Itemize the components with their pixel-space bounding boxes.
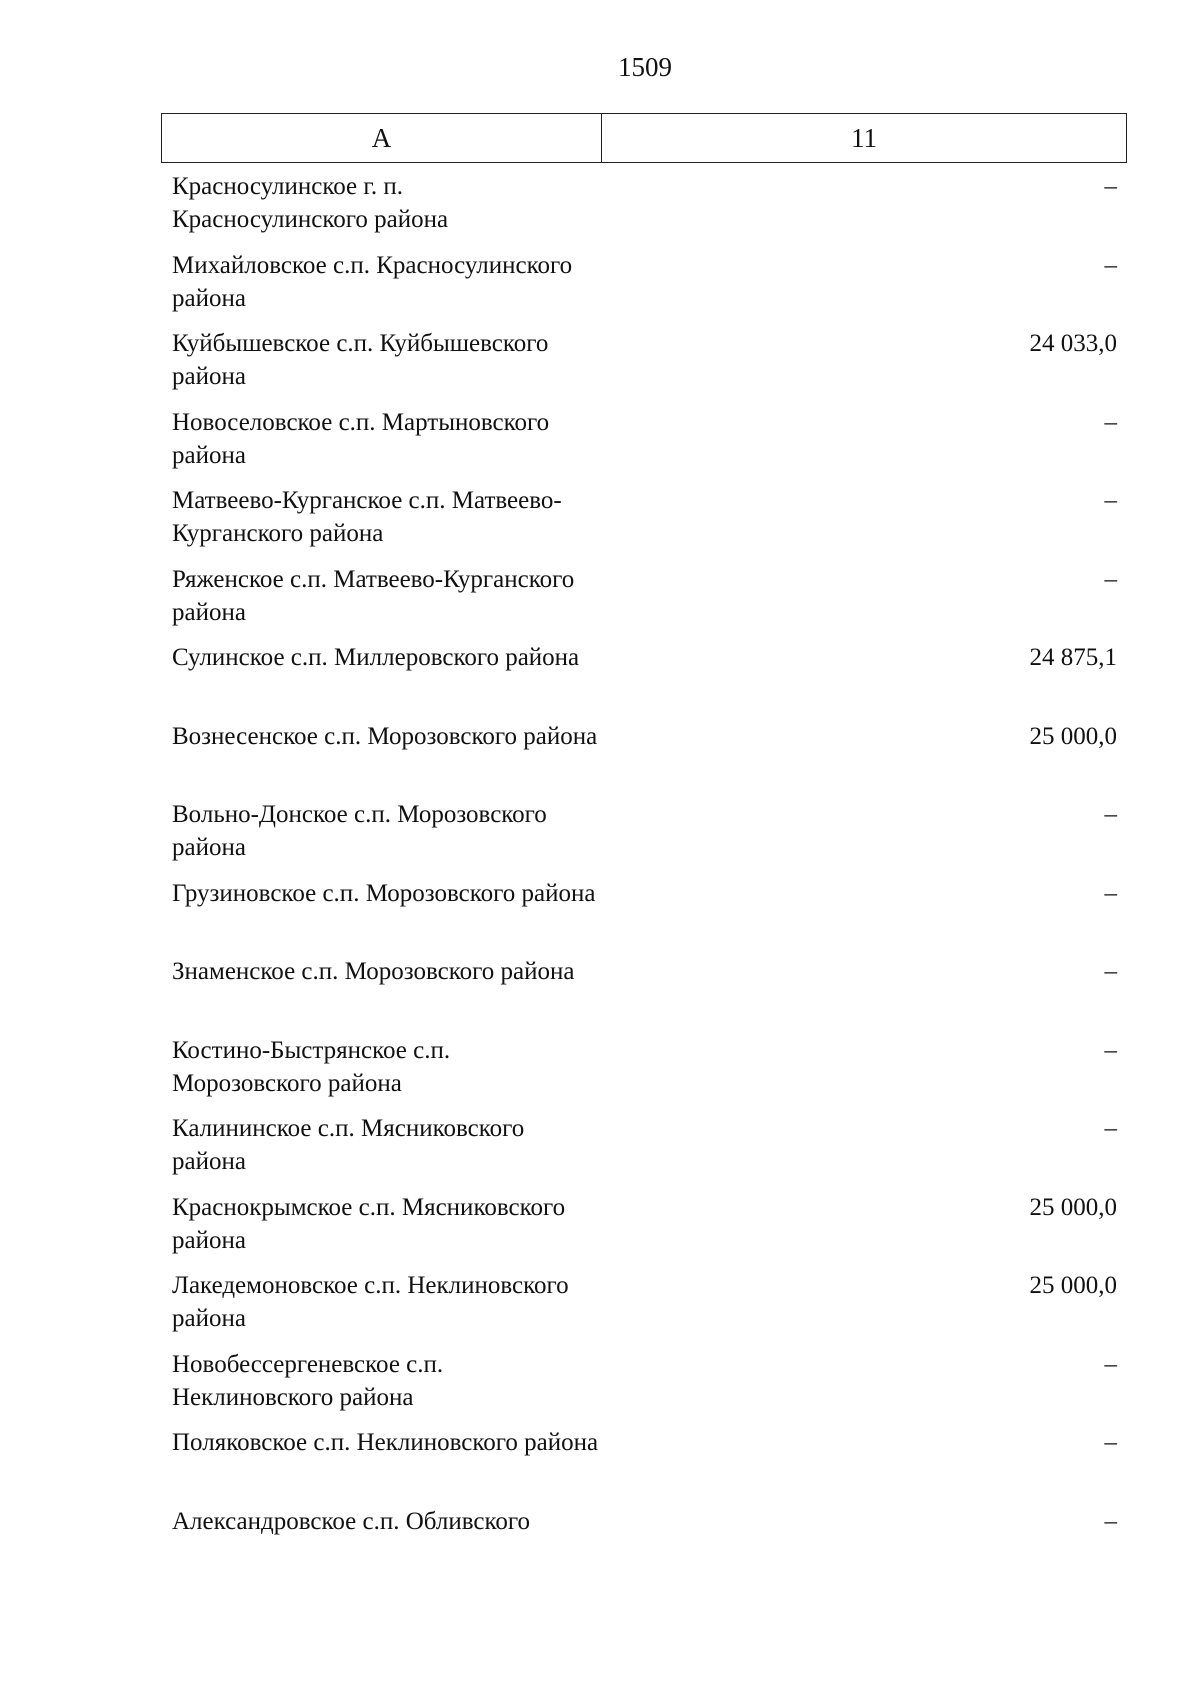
page-number: 1509 — [618, 52, 672, 82]
table-row — [172, 1505, 1117, 1584]
row-name: Вознесенское с.п. Морозовского района — [172, 722, 598, 750]
row-name: Ряженское с.п. Матвеево-Курганского района — [172, 565, 575, 626]
row-name: Вольно-Донское с.п. Морозовского района — [172, 801, 547, 861]
table-row — [172, 563, 1117, 642]
table-row — [172, 1269, 1117, 1348]
header-cell-11: 11 — [851, 122, 877, 153]
row-value: – — [1104, 565, 1117, 593]
row-name: Новобессергеневское с.п. Неклиновского района — [172, 1350, 444, 1411]
table-row — [172, 406, 1117, 485]
row-name: Красносулинское г. п. Красносулинского района — [172, 173, 449, 233]
row-value: 25 000,0 — [1029, 722, 1117, 750]
row-value: – — [1104, 879, 1117, 907]
row-name: Михайловское с.п. Красносулинского района — [172, 251, 573, 312]
row-value: – — [1104, 487, 1117, 514]
row-value: – — [1104, 1036, 1117, 1064]
table-body — [172, 170, 1117, 1583]
table-row — [172, 720, 1117, 799]
row-name: Знаменское с.п. Морозовского района — [172, 958, 575, 985]
row-name: Александровское с.п. Обливского — [172, 1507, 531, 1535]
row-name: Костино-Быстрянское с.п. Морозовского района — [172, 1036, 451, 1097]
row-value: – — [1104, 1350, 1117, 1378]
table-row — [172, 484, 1117, 563]
row-value: – — [1104, 1507, 1117, 1535]
row-name: Сулинское с.п. Миллеровского района — [172, 644, 580, 671]
table-row — [172, 1034, 1117, 1113]
table-row — [172, 327, 1117, 406]
row-value: – — [1104, 1429, 1117, 1456]
row-value: 25 000,0 — [1029, 1193, 1117, 1221]
table-row — [172, 1426, 1117, 1505]
table-row — [172, 249, 1117, 328]
table-row — [172, 641, 1117, 720]
row-value: 24 875,1 — [1029, 644, 1117, 671]
row-name: Лакедемоновское с.п. Неклиновского района — [172, 1272, 569, 1332]
table-row — [172, 1348, 1117, 1427]
row-value: – — [1104, 408, 1117, 436]
row-name: Куйбышевское с.п. Куйбышевского района — [172, 330, 549, 390]
row-value: 25 000,0 — [1029, 1272, 1117, 1299]
row-value: – — [1104, 251, 1117, 279]
header-cell-a: А — [162, 114, 602, 162]
row-name: Матвеево-Курганское с.п. Матвеево-Курганского района — [172, 487, 562, 547]
row-value: – — [1104, 801, 1117, 828]
row-value: 24 033,0 — [1029, 330, 1117, 357]
row-value: – — [1104, 1115, 1117, 1142]
table-row — [172, 877, 1117, 956]
table-row — [172, 955, 1117, 1034]
table-row — [172, 798, 1117, 877]
table-row — [172, 1191, 1117, 1270]
row-name: Новоселовское с.п. Мартыновского района — [172, 408, 550, 469]
row-value: – — [1104, 958, 1117, 985]
row-name: Краснокрымское с.п. Мясниковского района — [172, 1193, 566, 1254]
row-name: Грузиновское с.п. Морозовского района — [172, 879, 596, 907]
table-header — [161, 113, 1127, 163]
table-row — [172, 170, 1117, 249]
row-value: – — [1104, 173, 1117, 200]
row-name: Калининское с.п. Мясниковского района — [172, 1115, 525, 1175]
table-row — [172, 1112, 1117, 1191]
row-name: Поляковское с.п. Неклиновского района — [172, 1429, 599, 1456]
